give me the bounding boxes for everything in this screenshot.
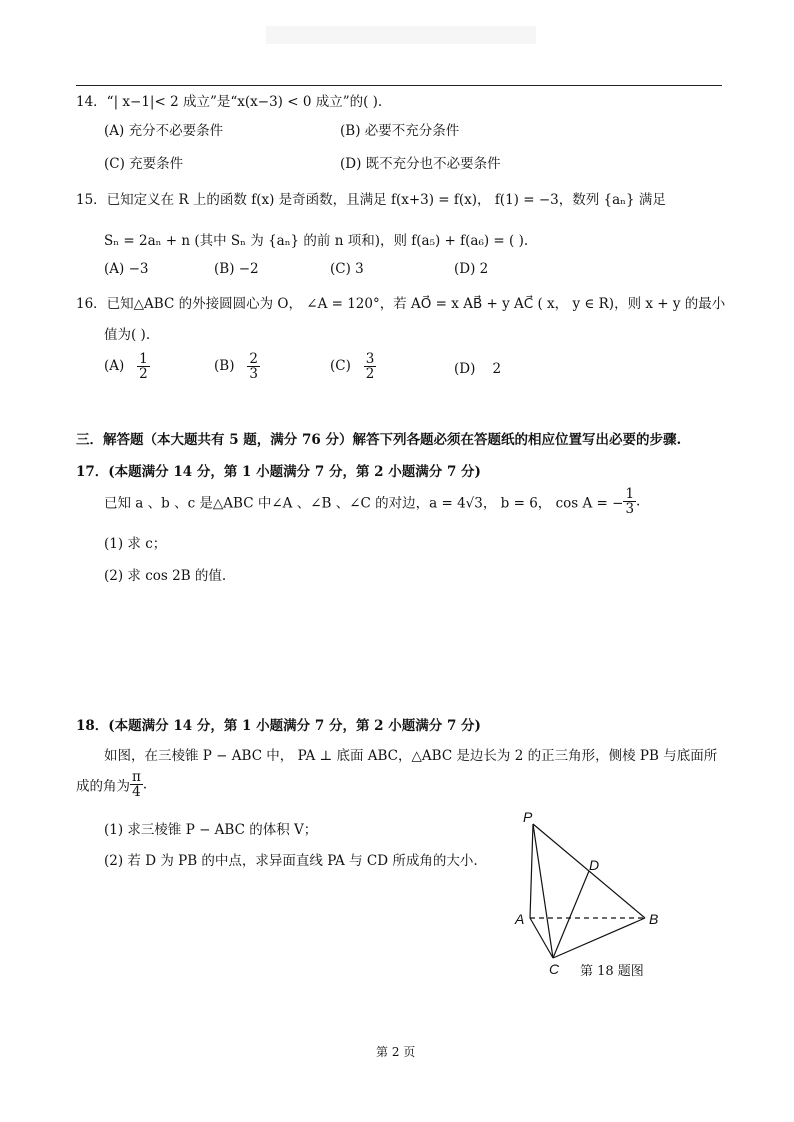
fraction-numerator: π [132,769,141,785]
q14-option-b: (B) 必要不充分条件 [340,123,460,139]
q16-option-c-label: (C) [330,358,351,375]
q18-fraction [130,770,143,799]
fraction-numerator: 1 [139,351,148,367]
q14-option-a: (A) 充分不必要条件 [104,123,224,139]
q18-body-end: . [142,776,148,793]
q16-option-c [330,352,376,381]
q15-line1: 15．已知定义在 R 上的函数 f(x) 是奇函数，且满足 f(x+3) = f(x)， f(1) = −3，数列 {aₙ} 满足 [76,192,666,208]
q18-heading: 18．(本题满分 14 分，第 1 小题满分 7 分，第 2 小题满分 7 分) [76,718,481,734]
q18-body-line1: 如图，在三棱锥 P − ABC 中， PA ⊥ 底面 ABC，△ABC 是边长为 2 的正三角形，侧棱 PB 与底面所 [104,748,718,764]
q17-body-end: . [636,493,641,510]
q17-part-1: (1) 求 c； [104,536,167,552]
q16-line1: 16．已知△ABC 的外接圆圆心为 O， ∠A = 120°，若 AO⃗ = x AB⃗ + y AC⃗ ( x， y ∈ R)，则 x + y 的最小 [76,296,726,312]
figure-caption: 第 18 题图 [580,964,644,979]
header-rule [76,85,722,86]
q16-option-b-fraction [247,352,260,381]
q16-option-b-label: (B) [214,358,235,375]
q16-option-d-value: 2 [492,361,502,377]
edge-pa [530,824,533,918]
tetrahedron-figure [505,810,675,980]
fraction-denominator: 3 [625,501,635,518]
q16-option-a-fraction [137,352,150,381]
q16-option-d [454,361,501,377]
fraction-denominator: 2 [365,366,375,383]
section3-heading: 三．解答题（本大题共有 5 题，满分 76 分）解答下列各题必须在答题纸的相应位置写出必要的步骤. [76,432,682,448]
fraction-numerator: 3 [365,351,375,367]
vertex-label-c: C [549,961,560,977]
q15-line2: Sₙ = 2aₙ + n (其中 Sₙ 为 {aₙ} 的前 n 项和)，则 f(a₅) + f(a₆) = ( ). [104,233,529,249]
q15-option-d: (D) 2 [454,261,489,277]
vertex-label-a: A [515,911,525,927]
edge-pc [533,824,553,958]
q14-option-d: (D) 既不充分也不必要条件 [340,156,501,172]
fraction-numerator: 1 [625,486,635,502]
q14-stem: 14．“| x−1|< 2 成立”是“x(x−3) < 0 成立”的( ). [76,94,383,110]
fraction-denominator: 2 [139,366,148,383]
fraction-denominator: 3 [249,366,258,383]
q15-option-a: (A) −3 [104,261,149,277]
q18-part-1: (1) 求三棱锥 P − ABC 的体积 V； [104,822,318,838]
fraction-numerator: 2 [249,351,258,367]
q17-body-text: 已知 a 、b 、c 是△ABC 中∠A 、∠B 、∠C 的对边，a = 4√3， b = 6， cos A = − [104,495,624,512]
q16-option-a-label: (A) [104,358,125,375]
q17-part-2: (2) 求 cos 2B 的值. [104,568,227,584]
q16-option-d-label: (D) [454,361,476,377]
q15-option-b: (B) −2 [214,261,259,277]
q15-option-c: (C) 3 [330,261,364,277]
q18-body-text: 成的角为 [76,778,130,795]
fraction-denominator: 4 [132,784,141,801]
q17-fraction [623,487,636,516]
vertex-label-b: B [649,911,659,927]
q18-body-line2 [76,770,147,799]
q16-line2: 值为( ). [104,327,151,343]
q16-option-b [214,352,260,381]
q18-part-2: (2) 若 D 为 PB 的中点，求异面直线 PA 与 CD 所成角的大小. [104,853,478,869]
q14-option-c: (C) 充要条件 [104,156,184,172]
q17-body [104,487,640,516]
page-footer: 第 2 页 [376,1045,416,1059]
q16-option-c-fraction [364,352,377,381]
vertex-label-d: D [589,857,600,873]
header-band [266,26,536,44]
q17-heading: 17．(本题满分 14 分，第 1 小题满分 7 分，第 2 小题满分 7 分) [76,464,481,480]
vertex-label-p: P [523,810,533,825]
q16-option-a [104,352,150,381]
